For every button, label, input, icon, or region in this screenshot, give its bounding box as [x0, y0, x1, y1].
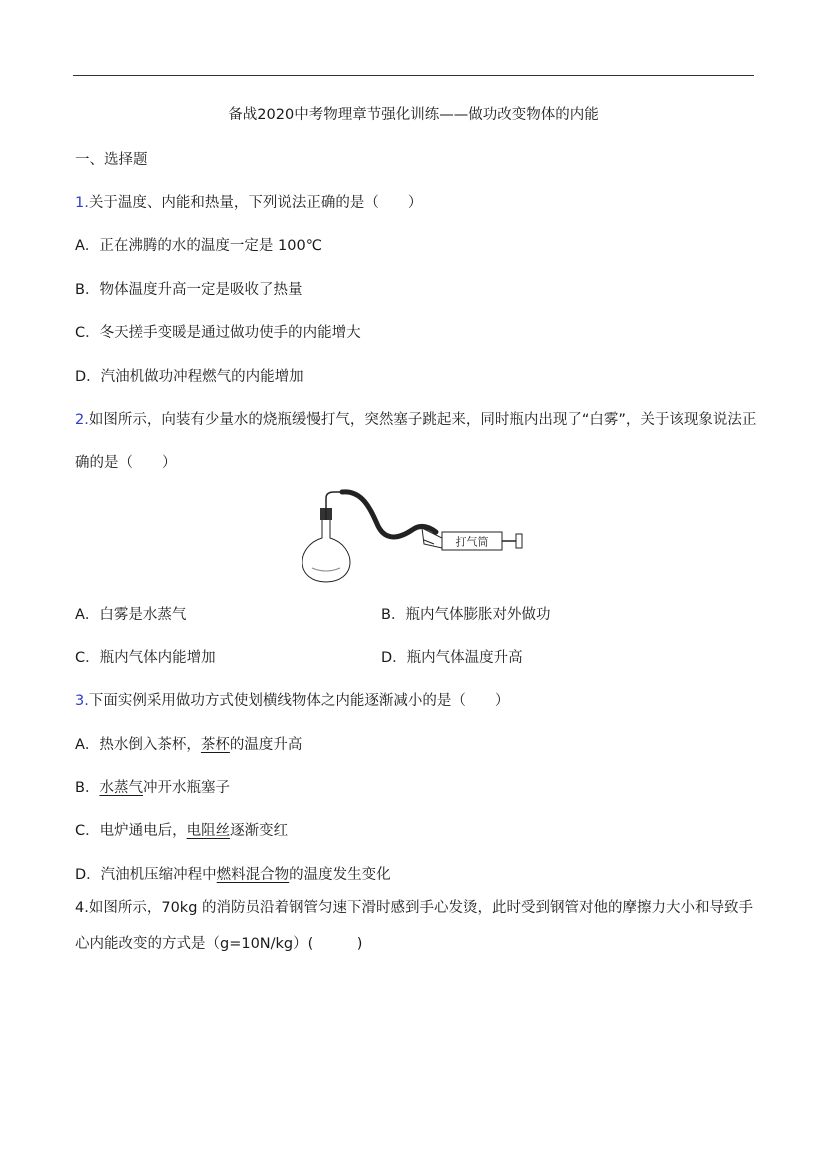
question-number: 3. — [75, 693, 89, 709]
q2-option-d: D．瓶内气体温度升高 — [381, 650, 523, 666]
section-heading: 一、选择题 — [75, 152, 148, 168]
q3-option-c — [75, 821, 288, 841]
underlined-text: 茶杯 — [200, 737, 230, 753]
q3-option-a — [75, 735, 302, 755]
question-text: 关于温度、内能和热量，下列说法正确的是（ ） — [88, 195, 423, 211]
question-number: 2. — [75, 412, 89, 428]
q1-option-b: B．物体温度升高一定是吸收了热量 — [75, 282, 303, 298]
option-text: 冲开水瓶塞子 — [142, 780, 230, 796]
question-number: 1. — [75, 195, 89, 211]
underlined-text: 燃料混合物 — [216, 867, 290, 883]
q2-option-a: A．白雾是水蒸气 — [75, 607, 187, 623]
option-text: A．热水倒入茶杯， — [75, 737, 201, 753]
question-2-stem — [75, 410, 756, 430]
question-2-stem-cont: 确的是（ ） — [75, 455, 177, 471]
question-1-stem — [75, 193, 422, 213]
option-text: D．汽油机压缩冲程中 — [75, 867, 217, 883]
option-text: 逐渐变红 — [230, 823, 289, 839]
option-text: 的温度发生变化 — [289, 867, 391, 883]
q2-option-c: C．瓶内气体内能增加 — [75, 650, 216, 666]
q2-option-b: B．瓶内气体膨胀对外做功 — [381, 607, 551, 623]
q1-option-c: C．冬天搓手变暖是通过做功使手的内能增大 — [75, 325, 361, 341]
header-rule — [73, 75, 754, 76]
underlined-text: 水蒸气 — [99, 780, 143, 796]
option-text: B． — [75, 780, 100, 796]
question-4-stem — [75, 898, 753, 918]
q3-option-b — [75, 778, 230, 798]
question-text: 下面实例采用做功方式使划横线物体之内能逐渐减小的是（ ） — [88, 693, 510, 709]
document-title: 备战2020中考物理章节强化训练——做功改变物体的内能 — [228, 107, 599, 123]
question-3-stem — [75, 691, 509, 711]
option-text: 的温度升高 — [229, 737, 303, 753]
pump-label: 打气筒 — [455, 535, 489, 549]
q1-option-d: D．汽油机做功冲程燃气的内能增加 — [75, 369, 304, 385]
q1-option-a: A．正在沸腾的水的温度一定是 100℃ — [75, 238, 322, 254]
question-number: 4. — [75, 900, 89, 916]
flask-pump-figure — [302, 488, 528, 583]
option-text: C．电炉通电后， — [75, 823, 187, 839]
underlined-text: 电阻丝 — [186, 823, 231, 839]
question-text: 如图所示，70kg 的消防员沿着钢管匀速下滑时感到手心发烫，此时受到钢管对他的摩擦力大小和导致手 — [88, 900, 754, 916]
flask-icon — [302, 518, 350, 582]
q3-option-d — [75, 865, 391, 885]
question-text: 如图所示，向装有少量水的烧瓶缓慢打气，突然塞子跳起来，同时瓶内出现了“白雾”，关于该现象说法正 — [88, 412, 757, 428]
question-4-stem-cont: 心内能改变的方式是（g=10N/kg）( ) — [75, 936, 363, 952]
